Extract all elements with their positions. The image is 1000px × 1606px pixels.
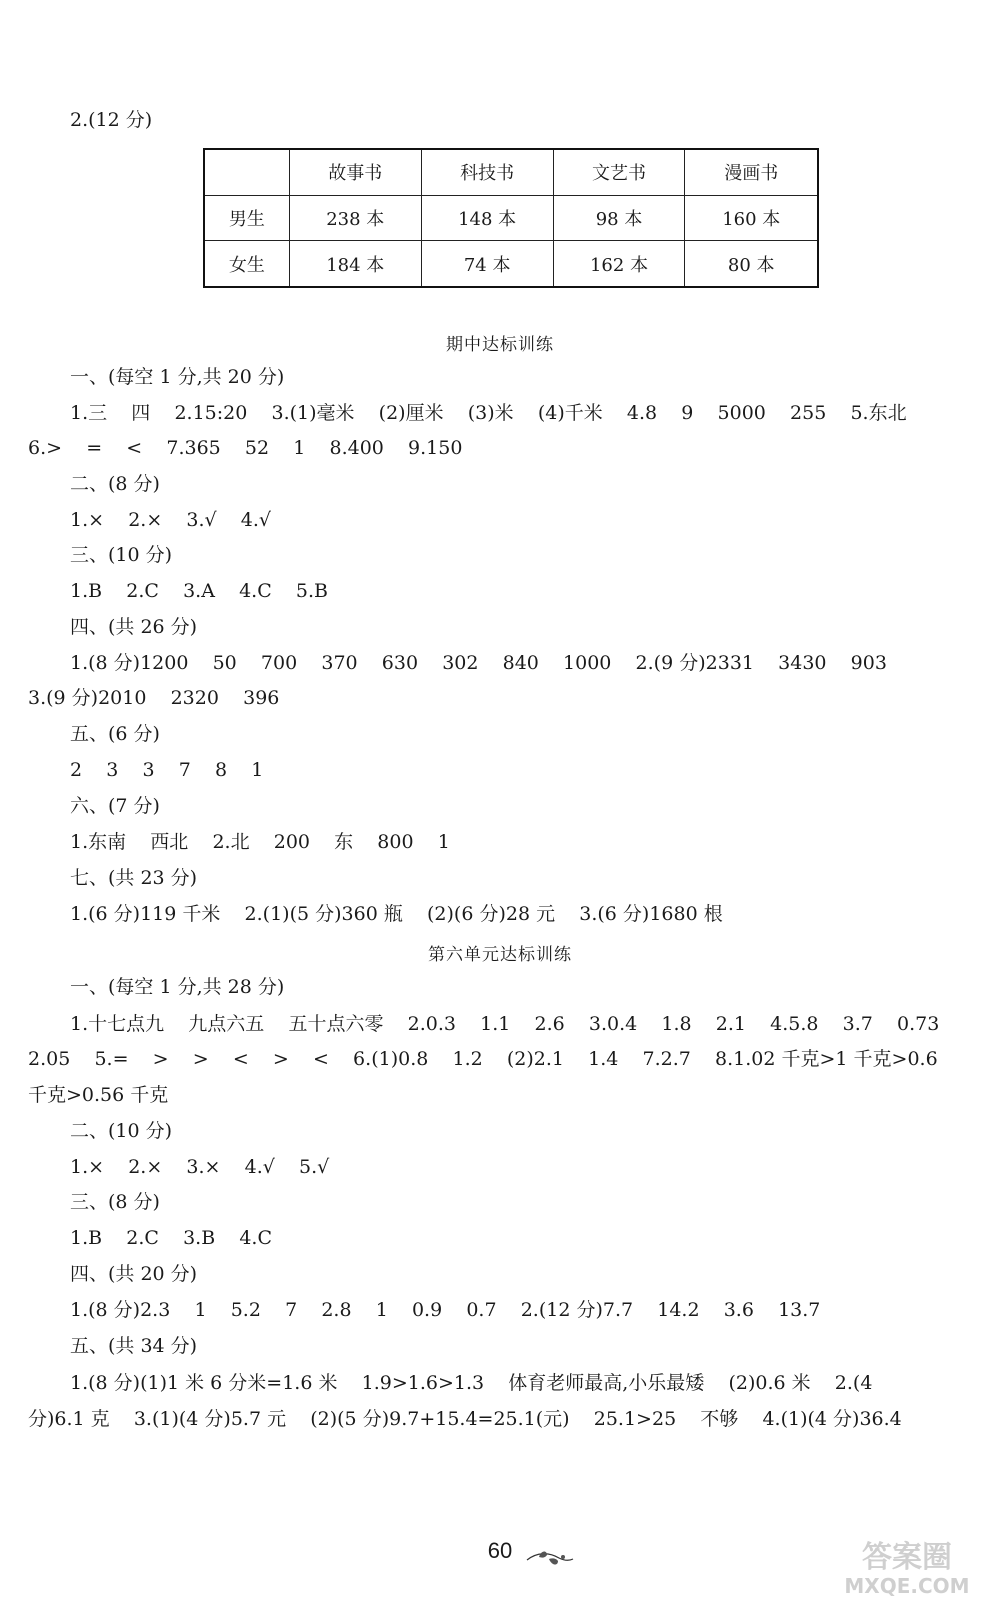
section-title-unit6: 第六单元达标训练: [428, 945, 572, 965]
answer-line: 2 3 3 7 8 1: [70, 759, 264, 781]
answer-line: 2.05 5.= > > < > < 6.(1)0.8 1.2 (2)2.1 1.4 7.2.7 8.1.02 千克>1 千克>0.6: [28, 1048, 938, 1070]
table-cell: 148 本: [421, 195, 553, 240]
page-number: 60: [487, 1538, 513, 1563]
answer-line: 五、(6 分): [70, 723, 160, 745]
answer-line: 五、(共 34 分): [70, 1335, 198, 1357]
answer-line: 千克>0.56 千克: [28, 1084, 169, 1106]
table-row: [204, 195, 818, 240]
table-cell: 184 本: [289, 241, 421, 287]
answer-line: 三、(10 分): [70, 544, 173, 566]
table-cell: 98 本: [553, 195, 685, 240]
answer-line: 1.(8 分)(1)1 米 6 分米=1.6 米 1.9>1.6>1.3 体育老师最高,小乐最矮 (2)0.6 米 2.(4: [70, 1372, 873, 1394]
answer-line: 1.× 2.× 3.√ 4.√: [70, 509, 272, 531]
table-cell: 女生: [204, 241, 289, 287]
table-header-cell: 漫画书: [685, 149, 818, 195]
table-row: [204, 241, 818, 287]
watermark-bottom: MXQE.COM: [844, 1574, 970, 1598]
table-header-cell: 科技书: [421, 149, 553, 195]
table-header-row: [204, 149, 818, 195]
table-cell: 162 本: [553, 241, 685, 287]
answer-line: 6.> = < 7.365 52 1 8.400 9.150: [28, 437, 463, 459]
answer-line: 二、(10 分): [70, 1120, 173, 1142]
table-cell: 80 本: [685, 241, 818, 287]
question-label: 2.(12 分): [70, 109, 153, 131]
answer-line: 1.(8 分)1200 50 700 370 630 302 840 1000 2.(9 分)2331 3430 903: [70, 652, 887, 674]
table-cell: 160 本: [685, 195, 818, 240]
table-header-cell: 故事书: [289, 149, 421, 195]
table-header-cell: 文艺书: [553, 149, 685, 195]
answer-line: 分)6.1 克 3.(1)(4 分)5.7 元 (2)(5 分)9.7+15.4=25.1(元) 25.1>25 不够 4.(1)(4 分)36.4: [28, 1408, 902, 1430]
answer-line: 1.十七点九 九点六五 五十点六零 2.0.3 1.1 2.6 3.0.4 1.8 2.1 4.5.8 3.7 0.73: [70, 1013, 940, 1035]
answer-line: 四、(共 26 分): [70, 616, 198, 638]
watermark-top: 答案圈: [862, 1540, 952, 1575]
answer-line: 一、(每空 1 分,共 20 分): [70, 366, 285, 388]
answer-line: 一、(每空 1 分,共 28 分): [70, 976, 285, 998]
answer-line: 1.B 2.C 3.B 4.C: [70, 1227, 272, 1249]
leaf-ornament-icon: [525, 1548, 575, 1570]
answer-line: 六、(7 分): [70, 795, 160, 817]
table-header-cell: [204, 149, 289, 195]
answer-line: 1.× 2.× 3.× 4.√ 5.√: [70, 1156, 330, 1178]
answer-line: 3.(9 分)2010 2320 396: [28, 687, 280, 709]
answer-line: 二、(8 分): [70, 473, 160, 495]
answer-line: 四、(共 20 分): [70, 1263, 198, 1285]
watermark-logo-icon: [832, 1535, 982, 1599]
answer-line: 1.B 2.C 3.A 4.C 5.B: [70, 580, 328, 602]
section-title-midterm: 期中达标训练: [446, 335, 554, 355]
answer-line: 1.三 四 2.15:20 3.(1)毫米 (2)厘米 (3)米 (4)千米 4.8 9 5000 255 5.东北: [70, 402, 907, 424]
table-cell: 238 本: [289, 195, 421, 240]
table-cell: 男生: [204, 195, 289, 240]
answer-line: 1.东南 西北 2.北 200 东 800 1: [70, 831, 450, 853]
table-cell: 74 本: [421, 241, 553, 287]
answer-line: 三、(8 分): [70, 1191, 160, 1213]
answer-line: 七、(共 23 分): [70, 867, 198, 889]
answer-line: 1.(8 分)2.3 1 5.2 7 2.8 1 0.9 0.7 2.(12 分)7.7 14.2 3.6 13.7: [70, 1299, 821, 1321]
book-stats-table: [203, 148, 819, 288]
answer-line: 1.(6 分)119 千米 2.(1)(5 分)360 瓶 (2)(6 分)28 元 3.(6 分)1680 根: [70, 903, 723, 925]
